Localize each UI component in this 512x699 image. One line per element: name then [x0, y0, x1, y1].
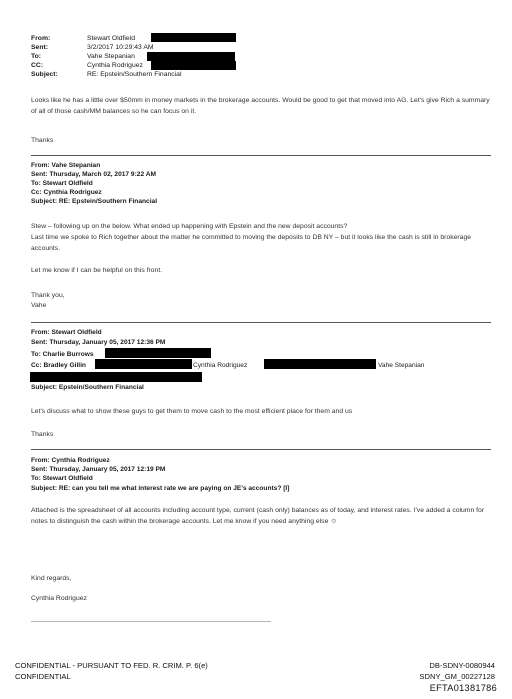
- email4-name: Cynthia Rodriguez: [31, 595, 87, 602]
- email3-sent: Sent: Thursday, January 05, 2017 12:36 PM: [31, 339, 166, 346]
- email2-sent: Sent: Thursday, March 02, 2017 9:22 AM: [31, 171, 156, 178]
- email1-subject-label: Subject:: [31, 71, 58, 78]
- email1-sent-row: [31, 44, 154, 53]
- email3-subject: Subject: Epstein/Southern Financial: [31, 384, 144, 391]
- email1-from-label: From:: [31, 35, 51, 42]
- email1-from-value: Stewart Oldfield: [87, 35, 135, 42]
- email4-body: Attached is the spreadsheet of all accounts including account type, current (cash only) balances as of today, and interest rates. I've added a column for notes to distinguish the cash within the brokerage accounts. Let me know if you need anything else ☺: [31, 507, 485, 525]
- email2-cc: Cc: Cynthia Rodriguez: [31, 189, 102, 196]
- email3-cc: Cc: Bradley Gillin: [31, 362, 86, 369]
- email1-subject-row: [31, 71, 181, 80]
- email4-regards: Kind regards,: [31, 575, 72, 582]
- email2-to: To: Stewart Oldfield: [31, 180, 93, 187]
- redaction-box: [151, 33, 236, 42]
- separator-line: [31, 155, 491, 156]
- redaction-box: [95, 359, 192, 369]
- email1-body: Looks like he has a little over $50mm in money markets in the brokerage accounts. Would be good to get that moved into AG. Let's give Rich a summary of all of those cash/MM balances so he can focus on it.: [31, 97, 490, 115]
- footer-confidential-line2: CONFIDENTIAL: [15, 672, 71, 681]
- signature-divider: [31, 621, 271, 622]
- email1-to-label: To:: [31, 53, 42, 60]
- footer-efta-id: EFTA01381786: [429, 683, 497, 693]
- email3-cc3: Vahe Stepanian: [378, 362, 425, 369]
- redaction-box: [147, 52, 235, 61]
- footer-confidential-line1: CONFIDENTIAL - PURSUANT TO FED. R. CRIM. P. 6(e): [15, 661, 208, 670]
- email3-body: Let's discuss what to show these guys to get them to move cash to the most efficient place for them and us: [31, 408, 353, 415]
- email4-sent: Sent: Thursday, January 05, 2017 12:19 PM: [31, 466, 166, 473]
- redaction-box: [105, 348, 211, 358]
- email1-sent-label: Sent:: [31, 44, 48, 51]
- email4-to: To: Stewart Oldfield: [31, 475, 93, 482]
- footer-bates-db: DB-SDNY-0080944: [429, 661, 495, 670]
- email2-line1: Stew – following up on the below. What ended up happening with Epstein and the new deposit accounts?: [31, 223, 348, 230]
- email1-to-value: Vahe Stepanian: [87, 53, 135, 60]
- email2-name: Vahe: [31, 302, 47, 309]
- redaction-box: [264, 359, 376, 369]
- email1-subject-value: RE: Epstein/Southern Financial: [87, 71, 182, 78]
- email3-to: To: Charlie Burrows: [31, 351, 94, 358]
- separator-line: [31, 322, 491, 323]
- email2-signoff: Thank you,: [31, 292, 65, 299]
- email1-thanks: Thanks: [31, 137, 54, 144]
- email1-to-row: [31, 53, 135, 62]
- email1-cc-row: [31, 62, 143, 71]
- email2-subject: Subject: RE: Epstein/Southern Financial: [31, 198, 158, 205]
- redaction-box: [151, 61, 236, 70]
- footer-bates-sdny: SDNY_GM_00227128: [419, 672, 495, 681]
- email2-line3: Let me know if I can be helpful on this front.: [31, 267, 163, 274]
- email4-subject: Subject: RE: can you tell me what interest rate we are paying on JE's accounts? [I]: [31, 485, 290, 492]
- email4-from: From: Cynthia Rodriguez: [31, 457, 110, 464]
- email1-cc-value: Cynthia Rodriguez: [87, 62, 143, 69]
- email2-from: From: Vahe Stepanian: [31, 162, 101, 169]
- email1-from-row: [31, 35, 135, 44]
- redaction-box: [30, 372, 202, 382]
- email3-thanks: Thanks: [31, 431, 54, 438]
- email2-line2: Last time we spoke to Rich together about the matter he committed to moving the deposits to DB NY – but it looks like the cash is still in brokerage accounts.: [31, 234, 472, 252]
- email3-from: From: Stewart Oldfield: [31, 329, 102, 336]
- email1-cc-label: CC:: [31, 62, 44, 69]
- email1-sent-value: 3/2/2017 10:29:43 AM: [87, 44, 154, 51]
- email3-cc2: Cynthia Rodriguez: [193, 362, 248, 369]
- separator-line: [31, 449, 491, 450]
